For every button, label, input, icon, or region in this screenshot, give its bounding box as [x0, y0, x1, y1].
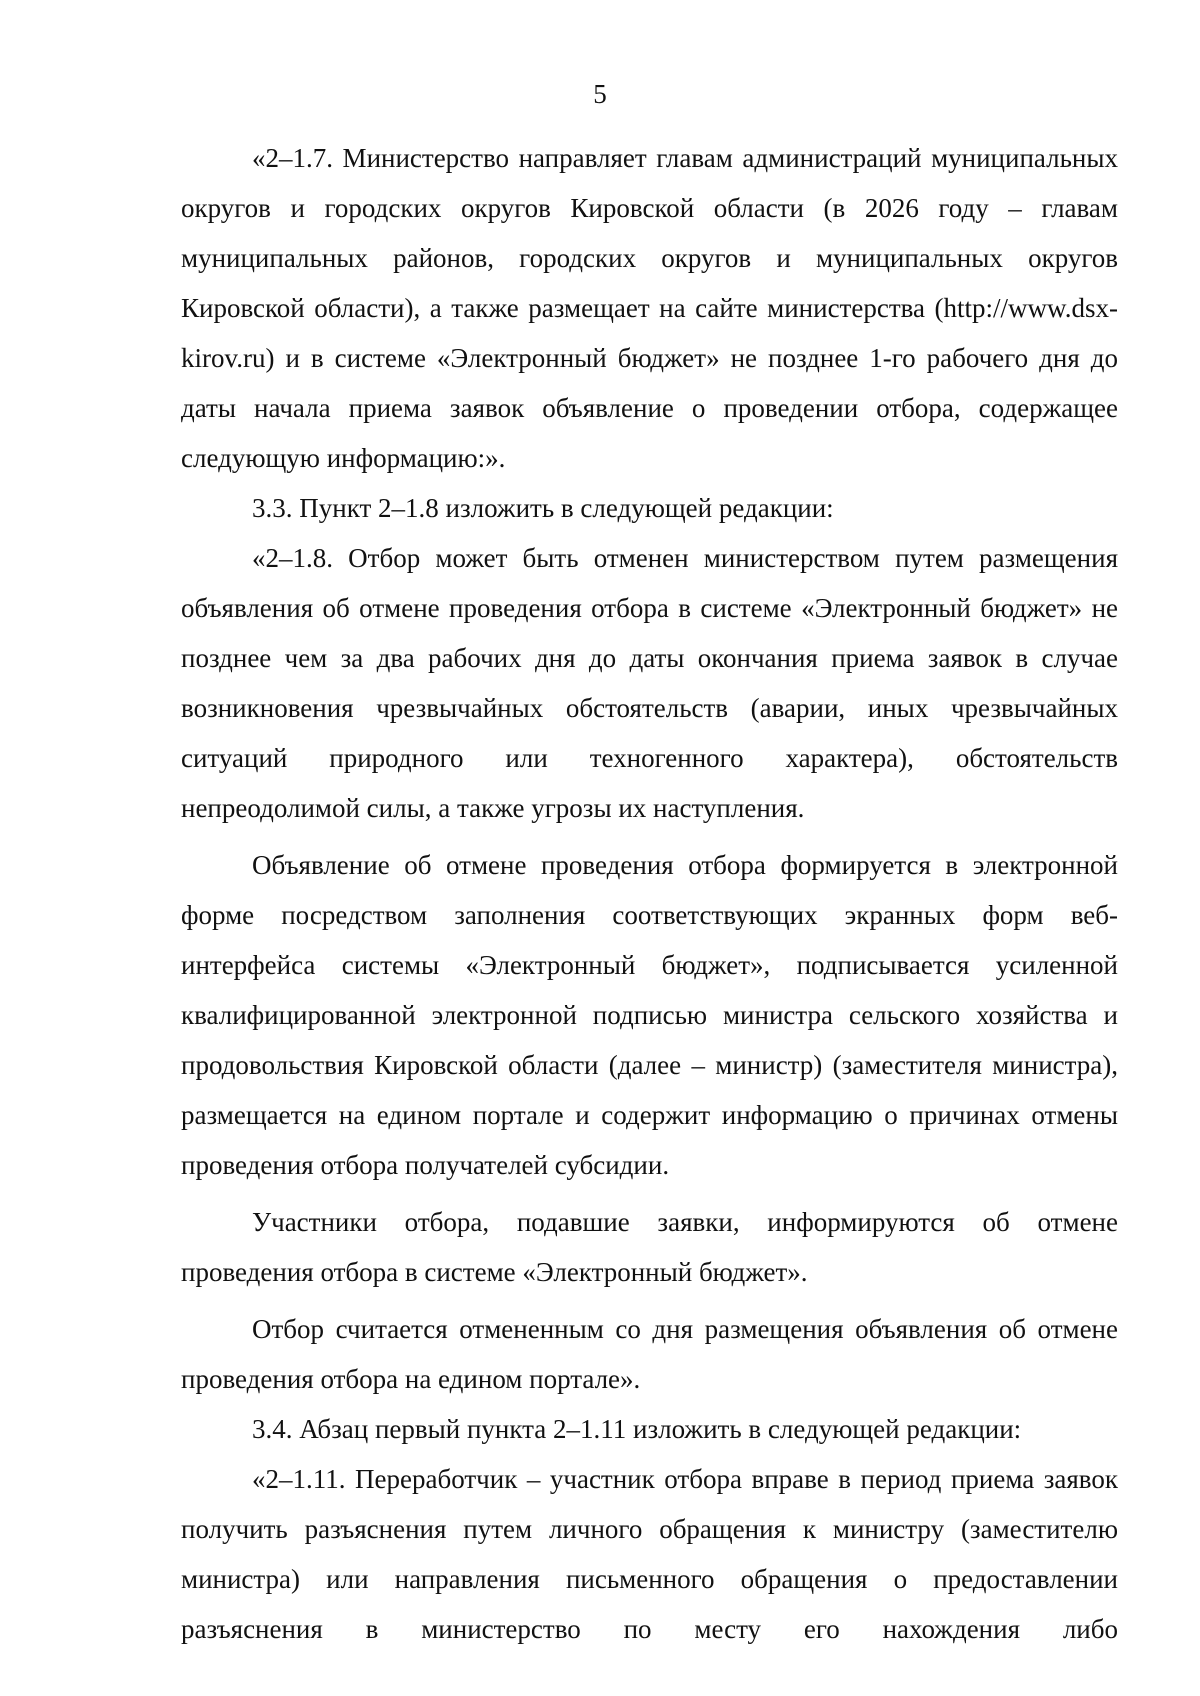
document-body — [181, 133, 1118, 1654]
paragraph-3-3: 3.3. Пункт 2–1.8 изложить в следующей редакции: — [252, 493, 834, 523]
paragraph-2-1-7: «2–1.7. Министерство направляет главам администраций муниципальных округов и городских округов Кировской области (в 2026 году – главам муниципальных районов, городских округов и муниципальных округов Кировской области), а также размещает на сайте министерства (http://www.dsx-kirov.ru) и в системе «Электронный бюджет» не позднее 1-го рабочего дня до даты начала приема заявок объявление о проведении отбора, содержащее следующую информацию:». — [181, 143, 1118, 473]
paragraph-cancellation-announcement: Объявление об отмене проведения отбора формируется в электронной форме посредством заполнения соответствующих экранных форм веб-интерфейса системы «Электронный бюджет», подписывается усиленной квалифицированной электронной подписью министра сельского хозяйства и продовольствия Кировской области (далее – министр) (заместителя министра), размещается на едином портале и содержит информацию о причинах отмены проведения отбора получателей субсидии. — [181, 850, 1118, 1180]
paragraph-selection-cancelled: Отбор считается отмененным со дня размещения объявления об отмене проведения отбора на едином портале». — [181, 1314, 1118, 1394]
page-number: 5 — [593, 79, 607, 109]
paragraph-participants-informed: Участники отбора, подавшие заявки, информируются об отмене проведения отбора в системе «Электронный бюджет». — [181, 1207, 1118, 1287]
paragraph-2-1-11: «2–1.11. Переработчик – участник отбора вправе в период приема заявок получить разъяснения путем личного обращения к министру (заместителю министра) или направления письменного обращения о предоставлении разъяснения в министерство по месту его нахождения либо — [181, 1464, 1118, 1644]
paragraph-3-4: 3.4. Абзац первый пункта 2–1.11 изложить в следующей редакции: — [252, 1414, 1022, 1444]
paragraph-2-1-8: «2–1.8. Отбор может быть отменен министерством путем размещения объявления об отмене проведения отбора в системе «Электронный бюджет» не позднее чем за два рабочих дня до даты окончания приема заявок в случае возникновения чрезвычайных обстоятельств (аварии, иных чрезвычайных ситуаций природного или техногенного характера), обстоятельств непреодолимой силы, а также угрозы их наступления. — [181, 543, 1118, 823]
